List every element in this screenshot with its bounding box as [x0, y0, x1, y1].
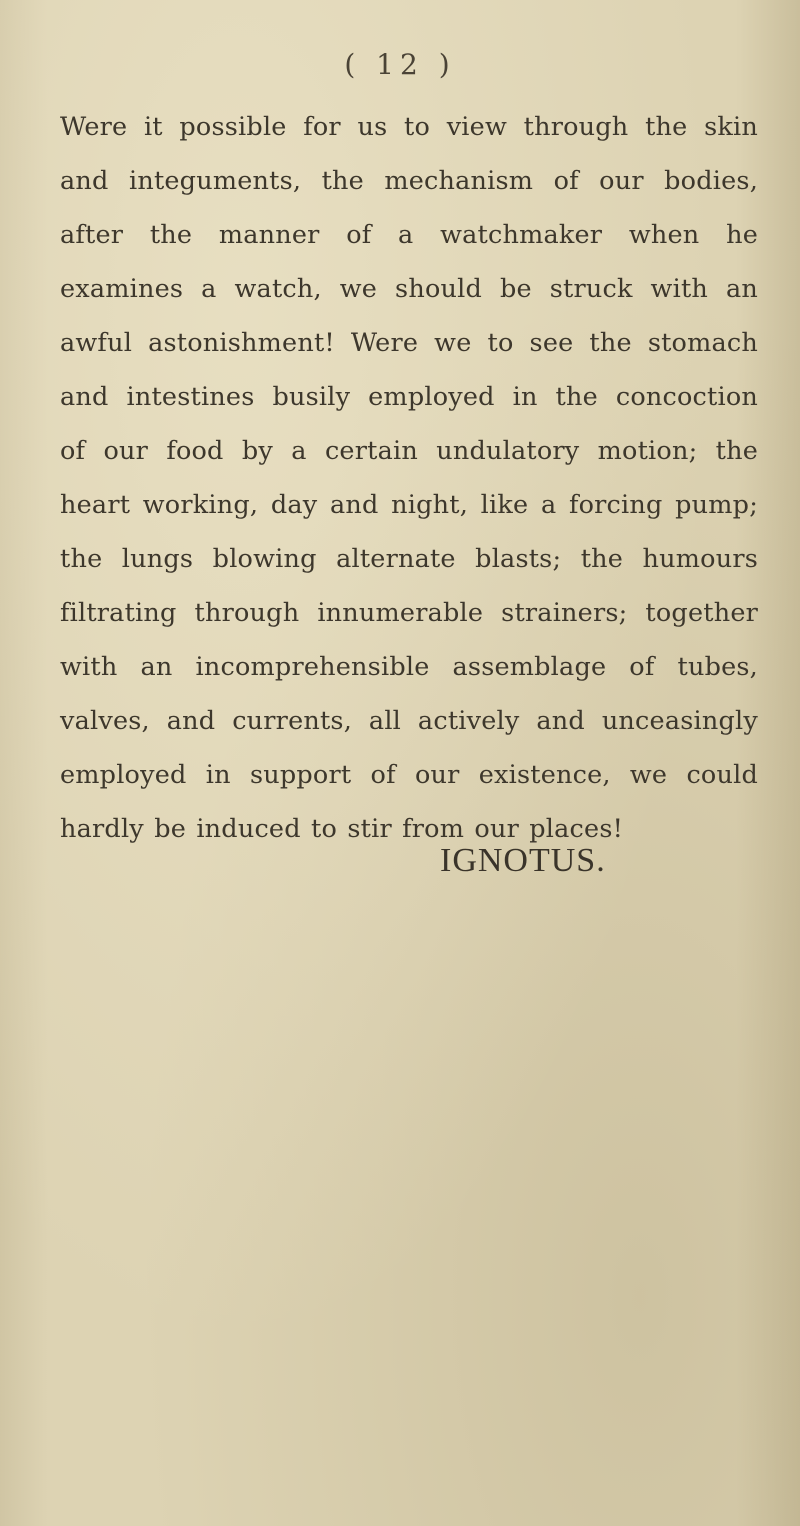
text-line: of our food by a certain undulatory motion; the — [60, 436, 758, 466]
text-line: after the manner of a watchmaker when he — [60, 220, 758, 250]
author-signature: IGNOTUS. — [440, 842, 606, 879]
text-line: hardly be induced to stir from our places! — [60, 814, 624, 844]
text-line: heart working, day and night, like a forcing pump; — [60, 490, 758, 520]
text-line: and integuments, the mechanism of our bodies, — [60, 166, 758, 196]
text-line: valves, and currents, all actively and unceasingly — [60, 706, 758, 736]
body-paragraph — [60, 100, 758, 856]
text-line: Were it possible for us to view through the skin — [60, 112, 758, 142]
text-line: with an incomprehensible assemblage of tubes, — [60, 652, 758, 682]
text-line: employed in support of our existence, we could — [60, 760, 758, 790]
text-line: filtrating through innumerable strainers; together — [60, 598, 758, 628]
text-line: examines a watch, we should be struck with an — [60, 274, 758, 304]
page-number: ( 12 ) — [344, 48, 456, 81]
text-line: awful astonishment! Were we to see the stomach — [60, 328, 758, 358]
text-line: the lungs blowing alternate blasts; the humours — [60, 544, 758, 574]
text-line: and intestines busily employed in the concoction — [60, 382, 758, 412]
